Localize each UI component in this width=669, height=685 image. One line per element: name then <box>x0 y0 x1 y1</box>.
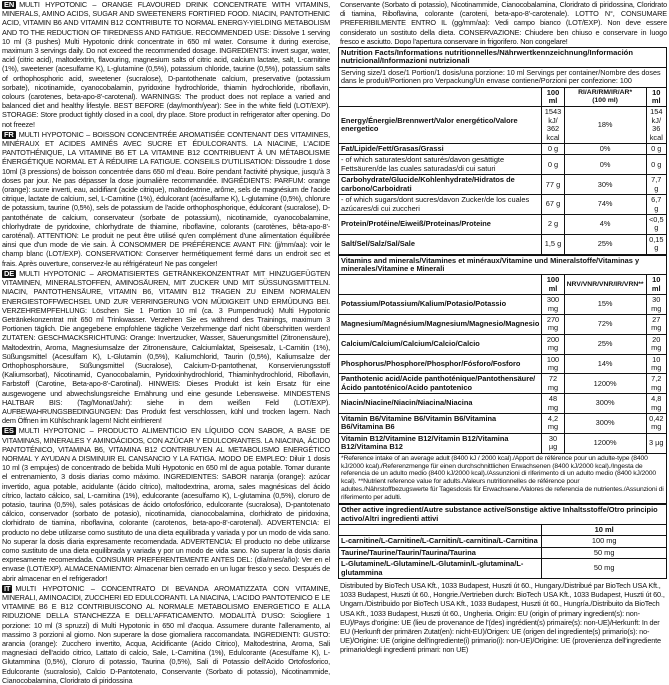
vm-header-blank <box>339 275 542 295</box>
vitamin-value-ri: 72% <box>564 314 646 334</box>
language-tag: DE <box>4 268 15 278</box>
language-text: MULTI HYPOTONIC – PRODUCTO ALIMENTICIO EN LÍQUIDO CON SABOR, A BASE DE VITAMINAS, MINERALES Y AMINOÁCIDOS, CON AZÚCAR Y EDULCORANTES. LA NIACINA, ÁCIDO PANTOTÉNICO, VITAMINA B6, VITAMINA B12 CONTRIBUYEN AL METABOLISMO ENERGÉTICO NORMAL Y AYUDAN A DISMINUIR EL CANSANCIO Y LA FATIGA. MODO DE EMPLEO: Diluir 1 dosis 10 ml (3 empujes) de concentrado de bebida Multi Hypotonic en 650 ml de agua potable. Tomar durante el entrenamiento, 3 dosis diarias como máximo. INGREDIENTES: SABOR naranja (orange): azúcar invertido, agua potable, acidulante (ácido cítrico), maltodextrina, aroma, sales magnésicas del ácido cítrico, lactato cálcico, sal, L-carnitina (1%), edulcorante (acesulfamo K), L-glutamina (0,5%), cloruro de potasio, taurina (0,5%), sales potásicas de ácido ortofosfórico, edulcorante (sucralosa), D-pantotenato cálcico, conservador (sorbato de potasio), nicotinamida, cianocobalamina, clorhidrato de piridoxina, clorhidrato de tiamina, riboflavina, colorante (carotenos, beta-apo-8'-carotenal). ADVERTENCIA: El producto no debe utilizarse como sustituto de una dieta equilibrada y variada y por un modo de vida sano. No superar la dosis diaria expresamente recomendada. ADVERTENCIA: El producto no debe utilizarse como sustituto de una dieta equilibrada y variada y por un modo de vida sano. No superar la dosis diaria expresamente recomendada. CONSUMIR PREFERENTEMENTE ANTES DEL: (día/mes/año): Ver en el envase (LOT/EXP). ALMACENAMIENTO: Almacenar bien cerrado en un lugar fresco y seco. Después de abrir almacenar en el refrigerador! <box>2 426 330 583</box>
vitamin-row <box>339 374 667 394</box>
language-block-es <box>2 426 330 582</box>
vm-col-100ml: 100 ml <box>542 275 564 295</box>
active-row <box>339 547 667 558</box>
vitamin-label: Potassium/Potassium/Kalium/Potasio/Potassio <box>339 295 542 315</box>
language-block-fr <box>2 130 330 268</box>
nutrient-value-100ml: 1,5 g <box>542 234 564 254</box>
active-label: Taurine/Taurine/Taurin/Taurina/Taurina <box>339 547 542 558</box>
nutrient-label: Protein/Protéine/Eiweiß/Proteinas/Proteine <box>339 214 542 234</box>
language-text: MULTI HYPOTONIC – ORANGE FLAVOURED DRINK CONCENTRATE WITH VITAMINS, MINERALS, AMINO ACIDS, SUGAR AND SWEETENERS FORTIFIED FOOD. NIACIN, PANTOTHENIC ACID, VITAMIN B6 AND VITAMIN B12 CONTRIBUTE TO NORMAL ENERGY-YIELDING METABOLISM AND TO THE REDUCTION OF TIREDNESS AND FATIGUE. RECOMMENDED USE: Dissolve 1 serving 10 ml (3 pushes) Multi Hypotonic drink concentrate in 650 ml water. Consume it during exercise, maximum 3 servings daily. Do not exceed the recommended dosage. INGREDIENTS: invert sugar, water, acid (citric acid), maltodextrin, flavouring, magnesium salts of citric acid, calcium lactate, salt, L-carnitine (1%), sweetener (acesulfame K), L-glutamine (0,5%), potassium chloride, taurine (0,5%), potassium salts of orthophosphoric acid, sweetener (sucralose), D-pantothenate calcium, preservative (potassium sorbate), nicotinamide, cyanocobalamin, pyridoxine hydrochloride, thiamin hydrochloride, riboflavin, colours (carotenes, beta-apo-8'-carotenal). WARNINGS: The product does not replace a varied and balanced diet and healthy lifestyle. BEST BEFORE (day/month/year): See in the white field (LOT/EXP). STORAGE: Store product tightly closed in a cool, dry place. Store product in refrigerator after opening. Do not freeze! <box>2 0 330 129</box>
vitamin-value-10ml: 0,42 mg <box>646 414 666 434</box>
vitamin-value-ri: 14% <box>564 354 646 374</box>
vitamin-label: Phosphorus/Phosphore/Phosphor/Fósforo/Fosforo <box>339 354 542 374</box>
active-label: L-Glutamine/L-Glutamine/L-Glutamin/L-glutamina/L-glutammina <box>339 559 542 579</box>
language-block-en <box>2 0 330 129</box>
header-blank <box>339 87 542 107</box>
col-10ml: 10 ml <box>646 87 666 107</box>
nutrient-value-ri: 0% <box>564 155 646 175</box>
vitamin-value-100ml: 200 mg <box>542 334 564 354</box>
nutrient-value-100ml: 2 g <box>542 214 564 234</box>
footnote: *Reference intake of an average adult (8400 kJ / 2000 kcal)./Apport de référence pour un adulte-type (8400 kJ/2000 kcal)./Referenzmenge für einen durchschnittlichen Erwachsenen (8400 kJ/2000 kcal)./Ingesta de referencia de un adulto medio (8400 kJ/2000 kcal)./Assunzioni di riferimento di un adulto medio (8400 kJ/2000 kcal). **Nutrient reference value for adults./Valeurs nutritionnelles de référence pour adultes./Nährstoffbezugswerte für Tagesdosis für Erwachsene./Valores de referencia de nutrientes./Assunzioni di riferimento per adulti. <box>339 453 667 504</box>
left-column <box>0 0 332 685</box>
nutrient-row <box>339 175 667 195</box>
vitamin-value-100ml: 4,2 mg <box>542 414 564 434</box>
active-value: 50 mg <box>542 559 667 579</box>
nutrient-label: Carbohydrate/Glucide/Kohlenhydrate/Hidratos de carbono/Carboidrati <box>339 175 542 195</box>
vitamin-value-ri: 300% <box>564 414 646 434</box>
language-tag: FR <box>4 129 14 139</box>
distributor-text: Distributed by BioTech USA Kft., 1033 Budapest, Huszti út 60., Hungary./Distribué par BioTech USA Kft., 1033 Budapest, Huszti út 60., Hongrie./Vertrieben durch: BioTech USA Kft., 1033 Budapest, Huszti út 60., Ungarn./Distribuido por BioTech USA Kft., 1033 Budapest, Huszti út 60., Hungría./Distribuito da BioTech USA Kft., 1033 Budapest, Huszti út 60., Ungheria. Origin: EU (origin of primary ingredient(s): non-EU)/Pays d'origine: UE (lieu de provenance de l'(des) ingrédient(s) primaire(s): non-UE)/Herkunft: In der EU (Herkunft der primären Zutat(en): nicht-EU)/Origen: UE (origen del ingrediente(s) primario(s): no-UE)/Origine: UE (origine dell'ingrediente(i) primario(i): non-UE)/Origine: UE (provenienza dell'ingrediente primario/degli ingredienti primari: non UE) <box>340 580 665 655</box>
right-column <box>338 0 669 670</box>
vitamin-value-100ml: 30 µg <box>542 433 564 453</box>
act-col-10ml: 10 ml <box>542 524 667 535</box>
nutrient-value-10ml: 6,7 g <box>646 195 666 215</box>
vitamin-value-10ml: 20 mg <box>646 334 666 354</box>
nutrient-value-ri: 18% <box>564 107 646 144</box>
nutrient-row <box>339 144 667 155</box>
vitamin-row <box>339 354 667 374</box>
vitamin-value-10ml: 7,2 mg <box>646 374 666 394</box>
vitamin-label: Niacin/Niacine/Niacin/Niacina/Niacina <box>339 394 542 414</box>
nutrient-value-ri: 4% <box>564 214 646 234</box>
active-label: L-carnitine/L-Carnitine/L-Carnitin/L-carnitina/L-Carnitina <box>339 536 542 547</box>
language-tag: EN <box>4 0 15 9</box>
nutrient-label: - of which sugars/dont sucres/davon Zucker/de los cuales azúcares/di cui zuccheri <box>339 195 542 215</box>
nutrient-value-10ml: 0,15 g <box>646 234 666 254</box>
language-block-it <box>2 584 330 685</box>
vitamins-title: Vitamins and minerals/Vitamines et minéraux/Vitamine und Mineralstoffe/Vitaminas y minerales/Vitamine e Minerali <box>339 255 667 275</box>
vitamin-row <box>339 295 667 315</box>
vm-col-nrv: NRV/VNR/VNR/IR/VRN** <box>564 275 646 295</box>
active-row <box>339 559 667 579</box>
vm-col-10ml: 10 ml <box>646 275 666 295</box>
nutrient-label: Fat/Lipide/Fett/Grasas/Grassi <box>339 144 542 155</box>
vitamin-value-100ml: 300 mg <box>542 295 564 315</box>
nutrient-value-ri: 0% <box>564 144 646 155</box>
nutrient-value-100ml: 77 g <box>542 175 564 195</box>
vitamin-value-10ml: 10 mg <box>646 354 666 374</box>
nutrient-value-10ml: 0 g <box>646 144 666 155</box>
vitamin-row <box>339 433 667 453</box>
language-tag: IT <box>4 583 11 593</box>
nutrient-label: Salt/Sel/Salz/Sal/Sale <box>339 234 542 254</box>
vitamin-value-ri: 1200% <box>564 374 646 394</box>
vitamin-label: Panthotenic acid/Acide panthoténique/Pantothensäure/Ácido pantoténico/Acido pantotenico <box>339 374 542 394</box>
vitamin-value-ri: 1200% <box>564 433 646 453</box>
nutrient-value-100ml: 0 g <box>542 144 564 155</box>
nutrient-value-10ml: 154 kJ/ 36 kcal <box>646 107 666 144</box>
italian-text-continuation: Conservante (Sorbato di potassio), Nicotinammide, Cianocobalamina, Cloridrato di piridossina, Cloridrato di tiamina, Riboflavina, colorante (caroteni, beta-apo-8'-carotenale). LOTTO N°, CONSUMARE PREFERIBILMENTE ENTRO IL (gg/mm/aa): Vedi campo bianco (LOT/EXP). Non deve essere considerato un sostituto della dieta. CONSERVAZIONE: Chiudere ben chiuso e conservare in luogo fresco e asciutto. Dopo l'apertura conservare in frigorifero. Non congelare! <box>340 0 667 46</box>
vitamin-value-ri: 300% <box>564 394 646 414</box>
vitamin-row <box>339 334 667 354</box>
nutrient-value-10ml: 0 g <box>646 155 666 175</box>
nutrient-row <box>339 214 667 234</box>
vitamin-label: Vitamin B6/Vitamine B6/Vitamin B6/Vitamina B6/Vitamina B6 <box>339 414 542 434</box>
nutrient-value-100ml: 1543 kJ/ 362 kcal <box>542 107 564 144</box>
vitamin-value-10ml: 27 mg <box>646 314 666 334</box>
nutrient-row <box>339 195 667 215</box>
nutrient-value-ri: 30% <box>564 175 646 195</box>
vitamin-row <box>339 414 667 434</box>
vitamin-value-10ml: 3 µg <box>646 433 666 453</box>
col-ri: RI/AR/RM/IR/AR* (100 ml) <box>564 87 646 107</box>
language-text: MULTI HYPOTONIC – BOISSON CONCENTRÉE AROMATISÉE CONTENANT DES VITAMINES, MINÉRAUX ET ACIDES AMINÉS AVEC SUCRE ET ÉDULCORANTS. LA NIACINE, L'ACIDE PANTOTHÉNIQUE, LA VITAMINE B6 ET LA VITAMINE B12 CONTRIBUENT À UN MÉTABOLISME ÉNERGÉTIQUE NORMAL ET À RÉDUIRE LA FATIGUE. CONSEILS D'UTILISATION: Dissoudre 1 dose 10ml (3 pressions) de boisson concentrée dans 650 ml d'eau. Boire pendant l'activité physique, jusqu'à 3 doses par jour. Ne pas dépasser la dose journalière recommandée. INGRÉDIENTS: PARFUM: orange (orange): sucre inverti, eau, acidifiant (acide citrique), maltodextrine, arôme, sels de magnésium de l'acide citrique, lactate de calcium, sel, L-Carnitine (1%), édulcorant (acésulfame K), L-glutamine (0,5%), chlorure de potassium, taurine (0,5%), sels de potassium de l'acide orthophosphorique, édulcorant (sucralose), D-pantothénate de calcium, conservateur (sorbate de potassium), nicotinamide, cyanocobalamine, chlorhydrate de pyridoxine, chlorhydrate de thiamine, riboflavine, colorants (carotènes, bêta-apo-8'-caroténal). ATTENTION: Le produit ne peut être utilisé qu'en complément d'une alimentation équilibrée ainsi que d'un mode de vie sain. À CONSOMMER DE PRÉFÉRENCE AVANT FIN: (jj/mm/aa): voir le champ blanc (LOT/EXP). CONSERVATION: Conserver hermétiquement fermé dans un endroit sec et frais. Après ouverture, conservez-le au réfrigérateur! Ne pas congeler! <box>2 129 330 268</box>
language-text: MULTI HYPOTONIC – CONCENTRATO DI BEVANDA AROMATIZZATA CON VITAMINE, MINERALI, AMINOACIDI, ZUCCHERI ED EDULCORANTI. LA NIACINA, L'ACIDO PANTOTENICO E LE VITAMINE B6 E B12 CONTRIBUISCONO AL NORMALE METABOLISMO ENERGETICO E ALLA RIDUZIONE DELLA STANCHEZZA E DELL'AFFATICAMENTO. MODALITÀ D'USO: Sciogliere 1 porzione: 10 ml (3 spruzzi) di Multi Hypotonic in 650 ml d'acqua. Assumere durante l'allenamento, al massimo 3 porzioni al giorno. Non superare la dose giornaliera raccomandata. INGREDIENTI: GUSTO: arancia (orange): Zucchero invertito, Acqua, Acidificante (Acido Citrico), Maltodestrina, Aroma, Sali magnesiaci dell'acido citrico, Lattato di calcio, Sale, L-Carnitina (1%), Edulcorante (Acesulfame K), L-Glutammina (0,5%), Cloruro di potassio, Taurina (0,5%), Sali di Potassio dell'Acido Ortofosforico, Edulcorante (sucralosio), Calcio D-Pantotenato, Conservante (Sorbato di potassio), Nicotinammide, Cianocobalamina, Cloridrato di piridossina <box>2 583 330 685</box>
nutrient-label: Energy/Énergie/Brennwert/Valor energético/Valore energetico <box>339 107 542 144</box>
vitamin-label: Magnesium/Magnésium/Magnesium/Magnesio/Magnesio <box>339 314 542 334</box>
nutrient-value-10ml: <0,5 g <box>646 214 666 234</box>
vitamin-label: Calcium/Calcium/Calcium/Calcio/Calcio <box>339 334 542 354</box>
language-tag: ES <box>4 426 14 436</box>
vitamin-value-100ml: 48 mg <box>542 394 564 414</box>
vitamin-row <box>339 394 667 414</box>
vitamin-value-10ml: 4,8 mg <box>646 394 666 414</box>
language-text: MULTI HYPOTONIC – AROMATISIERTES GETRÄNKEKONZENTRAT MIT HINZUGEFÜGTEN VITAMINEN, MINERALSTOFFEN, AMINOSÄUREN, MIT ZUCKER UND MIT SÜSSUNGSMITTELN. NIACIN, PANTOTHENSÄURE, VITAMIN B6, VITAMIN B12 TRAGEN ZU EINEM NORMALEN ENERGIESTOFFWECHSEL UND ZUR VERRINGERUNG VON MÜDIGKEIT UND ERMÜDUNG BEI. VERZEHREMPFEHLUNG: Löschen Sie 1 Portion 10 ml (ca. 3 Pumpendruck) Multi Hypotonic Getränkekonzentrat mit 650 ml Trinkwasser. Verzehren Sie es während des Trainings, maximum 3 Portionen täglich. Die angegebene empfohlene tägliche Verzehrmenge darf nicht überschritten werden! ZUTATEN: GESCHMACKSRICHTUNG: Orange: Invertzucker, Wasser, Säuerungsmittel (Zitronensäure), Maltodextrin, Aroma, Magnesiumsalze der Zitronensäure, Calciumlaktat, Speisesalz, L-Carnitin (1%), Süßungsmittel (Acesulfam K), L-Glutamin (0,5%), Kaliumchlorid, Taurin (0,5%), Kaliumsalze der Orthophosphorsäure, Süßungsmittel (Sucralose), Calcium-D-pantothenat, Konservierungsstoff (Kaliumsorbat), Nicotinamid, Cyanocobalamin, Pyridoxinhydrochlorid, Thiaminhydrochlorid, Riboflavin, Farbstoff (Carotine, Beta-apo-8'-Carotinal). HINWEIS: Dieses Produkt ist kein Ersatz für eine ausgewogene und abwechslungsreiche Ernährung und eine gesunde Lebensweise. MINDESTENS HALTBAR BIS: (Tag/Monat/Jahr): siehe in dem weißen Feld (LOT/EXP). AUFBEWAHRUNGSBEDINGUNGEN: Das Produkt fest verschlossen, kühl und trocken lagern. Nach dem Öffnen im Kühlschrank lagern! Nicht einfrieren! <box>2 268 330 426</box>
active-title: Other active ingredient/Autre substance active/Sonstige aktive Inhaltsstoffe/Otro principio activo/Altri ingredienti attivi <box>339 504 667 524</box>
nutrient-value-100ml: 67 g <box>542 195 564 215</box>
serving-info: Serving size/1 dose/1 Portion/1 dosis/una porzione: 10 ml Servings per container/Nombre des doses dans le produit/Portionen pro Verpackung/Un envase contiene/Porzioni per confezione: 100 <box>339 67 667 87</box>
vitamin-value-100ml: 72 mg <box>542 374 564 394</box>
vitamin-value-10ml: 30 mg <box>646 295 666 315</box>
act-header-blank <box>339 524 542 535</box>
vitamin-value-100ml: 270 mg <box>542 314 564 334</box>
vitamin-row <box>339 314 667 334</box>
nutrient-row <box>339 234 667 254</box>
nutrient-label: - of which saturates/dont saturés/davon gesättigte Fettsäuren/de las cuales saturadas/di cui saturi <box>339 155 542 175</box>
nutrition-table <box>338 47 667 579</box>
nutrient-value-ri: 25% <box>564 234 646 254</box>
vitamin-label: Vitamin B12/Vitamine B12/Vitamin B12/Vitamina B12/Vitamina B12 <box>339 433 542 453</box>
nutrient-value-100ml: 0 g <box>542 155 564 175</box>
active-value: 100 mg <box>542 536 667 547</box>
nutrient-row <box>339 107 667 144</box>
vitamin-value-ri: 15% <box>564 295 646 315</box>
col-100ml: 100 ml <box>542 87 564 107</box>
nutrient-value-ri: 74% <box>564 195 646 215</box>
active-value: 50 mg <box>542 547 667 558</box>
vitamin-value-ri: 25% <box>564 334 646 354</box>
nutrition-title: Nutrition Facts/Informations nutritionnelles/Nährwertkennzeichnung/Información nutricional/Informazioni nutrizionali <box>339 48 667 68</box>
nutrient-row <box>339 155 667 175</box>
nutrient-value-10ml: 7,7 g <box>646 175 666 195</box>
active-row <box>339 536 667 547</box>
vitamin-value-100ml: 100 mg <box>542 354 564 374</box>
language-block-de <box>2 269 330 425</box>
